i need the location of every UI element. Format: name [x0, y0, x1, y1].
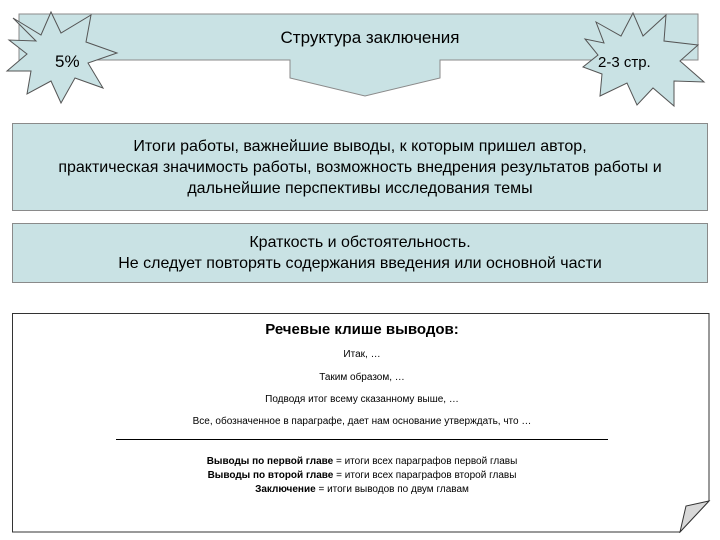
cliche-phrase-1: Итак, …	[343, 349, 381, 360]
header-arrow-shape	[19, 14, 698, 96]
cliche-title: Речевые клише выводов:	[265, 321, 459, 338]
cliche-phrase-2: Таким образом, …	[319, 372, 405, 383]
results-line-3: дальнейшие перспективы исследования темы	[187, 179, 533, 197]
summary-definition-3: = итоги выводов по двум главам	[315, 484, 469, 495]
percent-badge: 5%	[55, 52, 80, 71]
page-title: Структура заключения	[280, 28, 460, 47]
summary-line-1	[12, 456, 712, 467]
summary-term-2: Выводы по второй главе	[207, 470, 334, 481]
brevity-box	[12, 223, 708, 283]
brevity-line-2: Не следует повторять содержания введения или основной части	[118, 255, 602, 272]
results-line-2: практическая значимость работы, возможность внедрения результатов работы и	[58, 158, 662, 176]
brevity-line-1: Краткость и обстоятельность.	[249, 234, 471, 251]
results-line-1: Итоги работы, важнейшие выводы, к которым пришел автор,	[133, 137, 587, 155]
cliche-phrase-4: Все, обозначенное в параграфе, дает нам основание утверждать, что …	[192, 416, 532, 427]
summary-line-3	[12, 484, 712, 495]
summary-definition-1: = итоги всех параграфов первой главы	[333, 456, 518, 467]
summary-line-2	[12, 470, 712, 481]
summary-term-3: Заключение	[255, 484, 316, 495]
summary-term-1: Выводы по первой главе	[206, 456, 334, 467]
summary-definition-2: = итоги всех параграфов второй главы	[333, 470, 517, 481]
results-summary-box	[12, 123, 708, 211]
note-divider	[116, 439, 608, 440]
cliche-phrase-3: Подводя итог всему сказанному выше, …	[265, 394, 459, 405]
pages-badge: 2-3 стр.	[598, 54, 651, 71]
